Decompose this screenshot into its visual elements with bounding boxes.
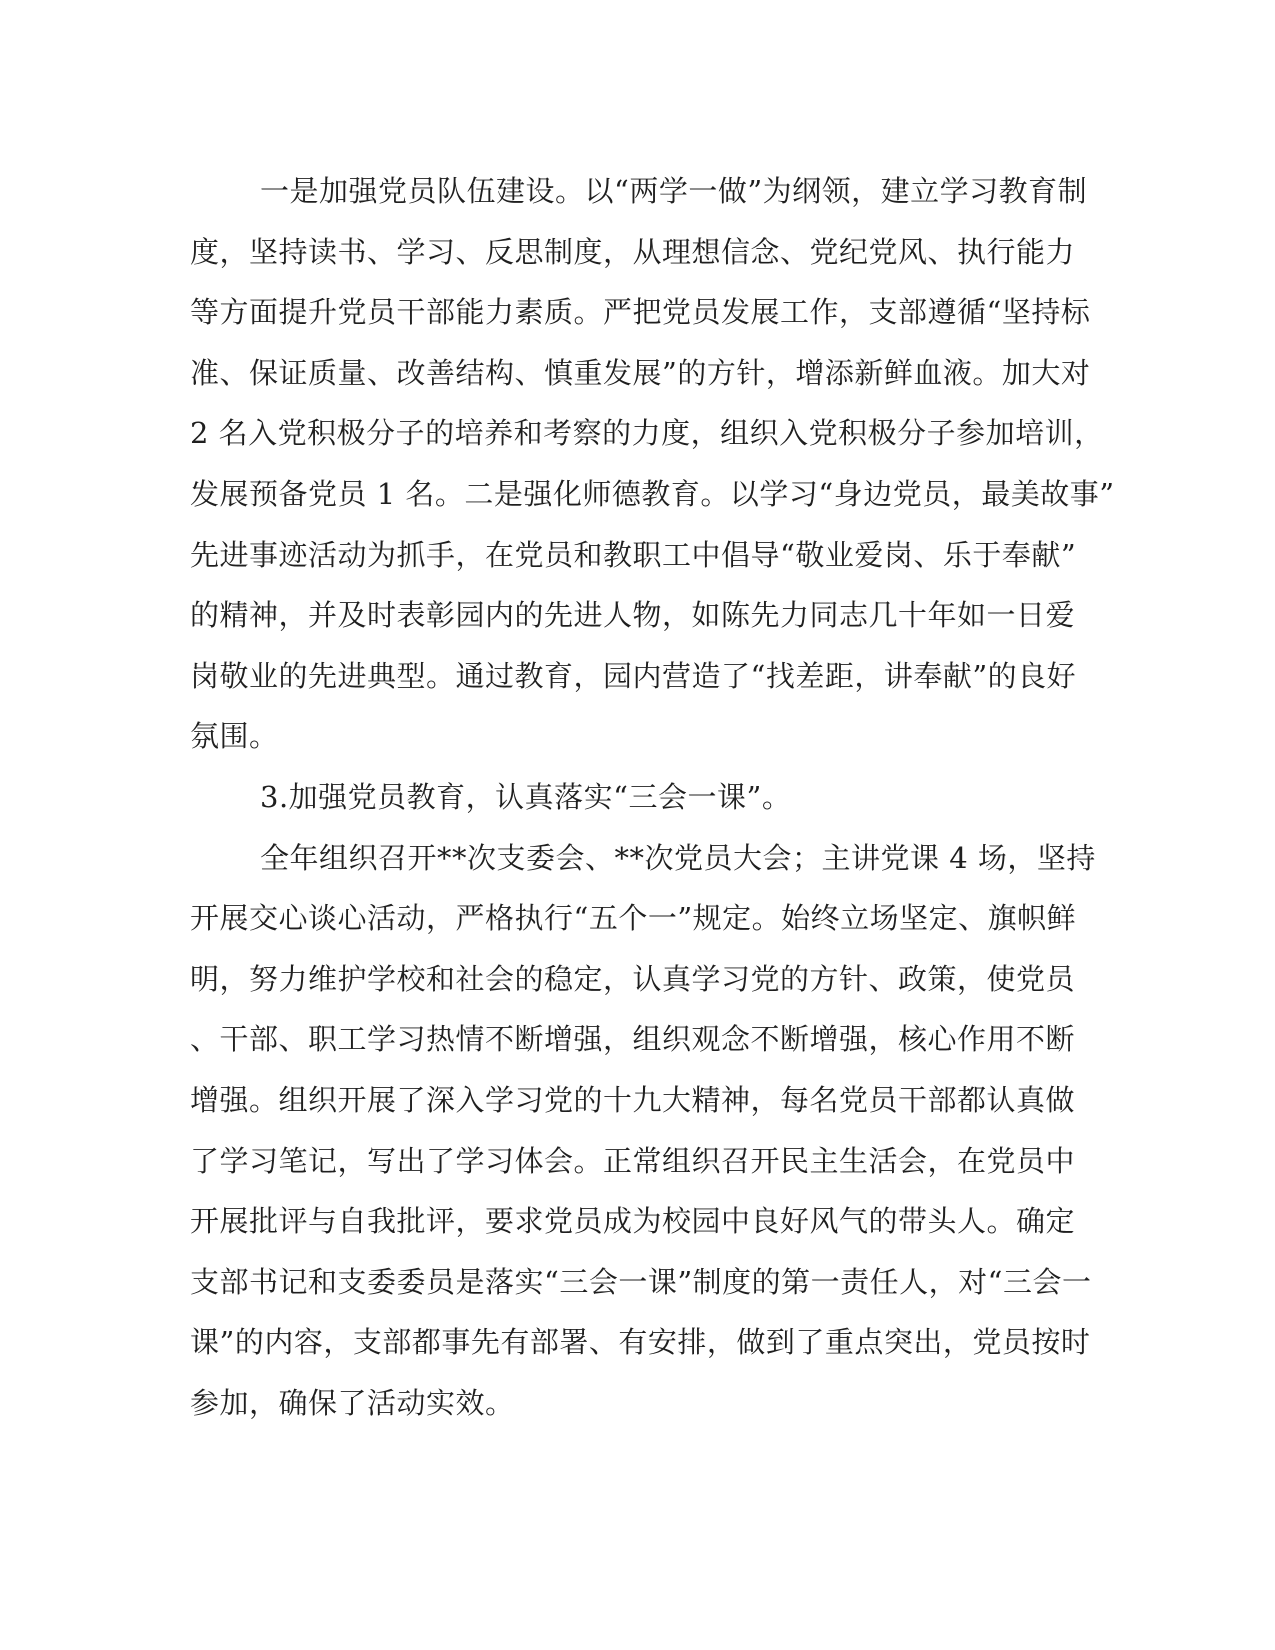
- text-line: 、干部、职工学习热情不断增强，组织观念不断增强，核心作用不断: [190, 1022, 1076, 1057]
- text-line: 一是加强党员队伍建设。以“两学一做”为纲领，建立学习教育制: [260, 174, 1088, 208]
- document-body: [190, 161, 1115, 1433]
- text-line: 度，坚持读书、学习、反思制度，从理想信念、党纪党风、执行能力: [190, 234, 1076, 269]
- text-line: 开展交心谈心活动，严格执行“五个一”规定。始终立场坚定、旗帜鲜: [190, 901, 1077, 936]
- text-line: 先进事迹活动为抓手，在党员和教职工中倡导“敬业爱岗、乐于奉献”: [190, 537, 1077, 572]
- text-line: 支部书记和支委委员是落实“三会一课”制度的第一责任人，对“三会一: [190, 1264, 1092, 1299]
- text-line: 准、保证质量、改善结构、慎重发展”的方针，增添新鲜血液。加大对: [190, 355, 1091, 390]
- text-line: 明，努力维护学校和社会的稳定，认真学习党的方针、政策，使党员: [190, 961, 1076, 996]
- text-line: 全年组织召开**次支委会、**次党员大会；主讲党课 4 场，坚持: [260, 840, 1096, 875]
- text-line: 参加，确保了活动实效。: [190, 1385, 515, 1420]
- text-line: 增强。组织开展了深入学习党的十九大精神，每名党员干部都认真做: [190, 1082, 1076, 1117]
- text-line: 发展预备党员 1 名。二是强化师德教育。以学习“身边党员，最美故事”: [190, 476, 1115, 511]
- text-line: 岗敬业的先进典型。通过教育，园内营造了“找差距，讲奉献”的良好: [190, 658, 1077, 693]
- text-line: 2 名入党积极分子的培养和考察的力度，组织入党积极分子参加培训，: [190, 416, 1104, 451]
- text-line: 等方面提升党员干部能力素质。严把党员发展工作，支部遵循“坚持标: [190, 295, 1091, 330]
- text-line: 开展批评与自我批评，要求党员成为校园中良好风气的带头人。确定: [190, 1204, 1076, 1239]
- text-line: 氛围。: [190, 719, 279, 754]
- text-line: 了学习笔记，写出了学习体会。正常组织召开民主生活会，在党员中: [190, 1143, 1076, 1178]
- paragraph-party-education: [190, 828, 1096, 1434]
- section-heading: [190, 767, 1086, 828]
- paragraph-party-building: [190, 161, 1115, 767]
- text-line: 课”的内容，支部都事先有部署、有安排，做到了重点突出，党员按时: [190, 1325, 1091, 1360]
- heading-line: 3.加强党员教育，认真落实“三会一课”。: [260, 779, 792, 814]
- text-line: 的精神，并及时表彰园内的先进人物，如陈先力同志几十年如一日爱: [190, 598, 1076, 633]
